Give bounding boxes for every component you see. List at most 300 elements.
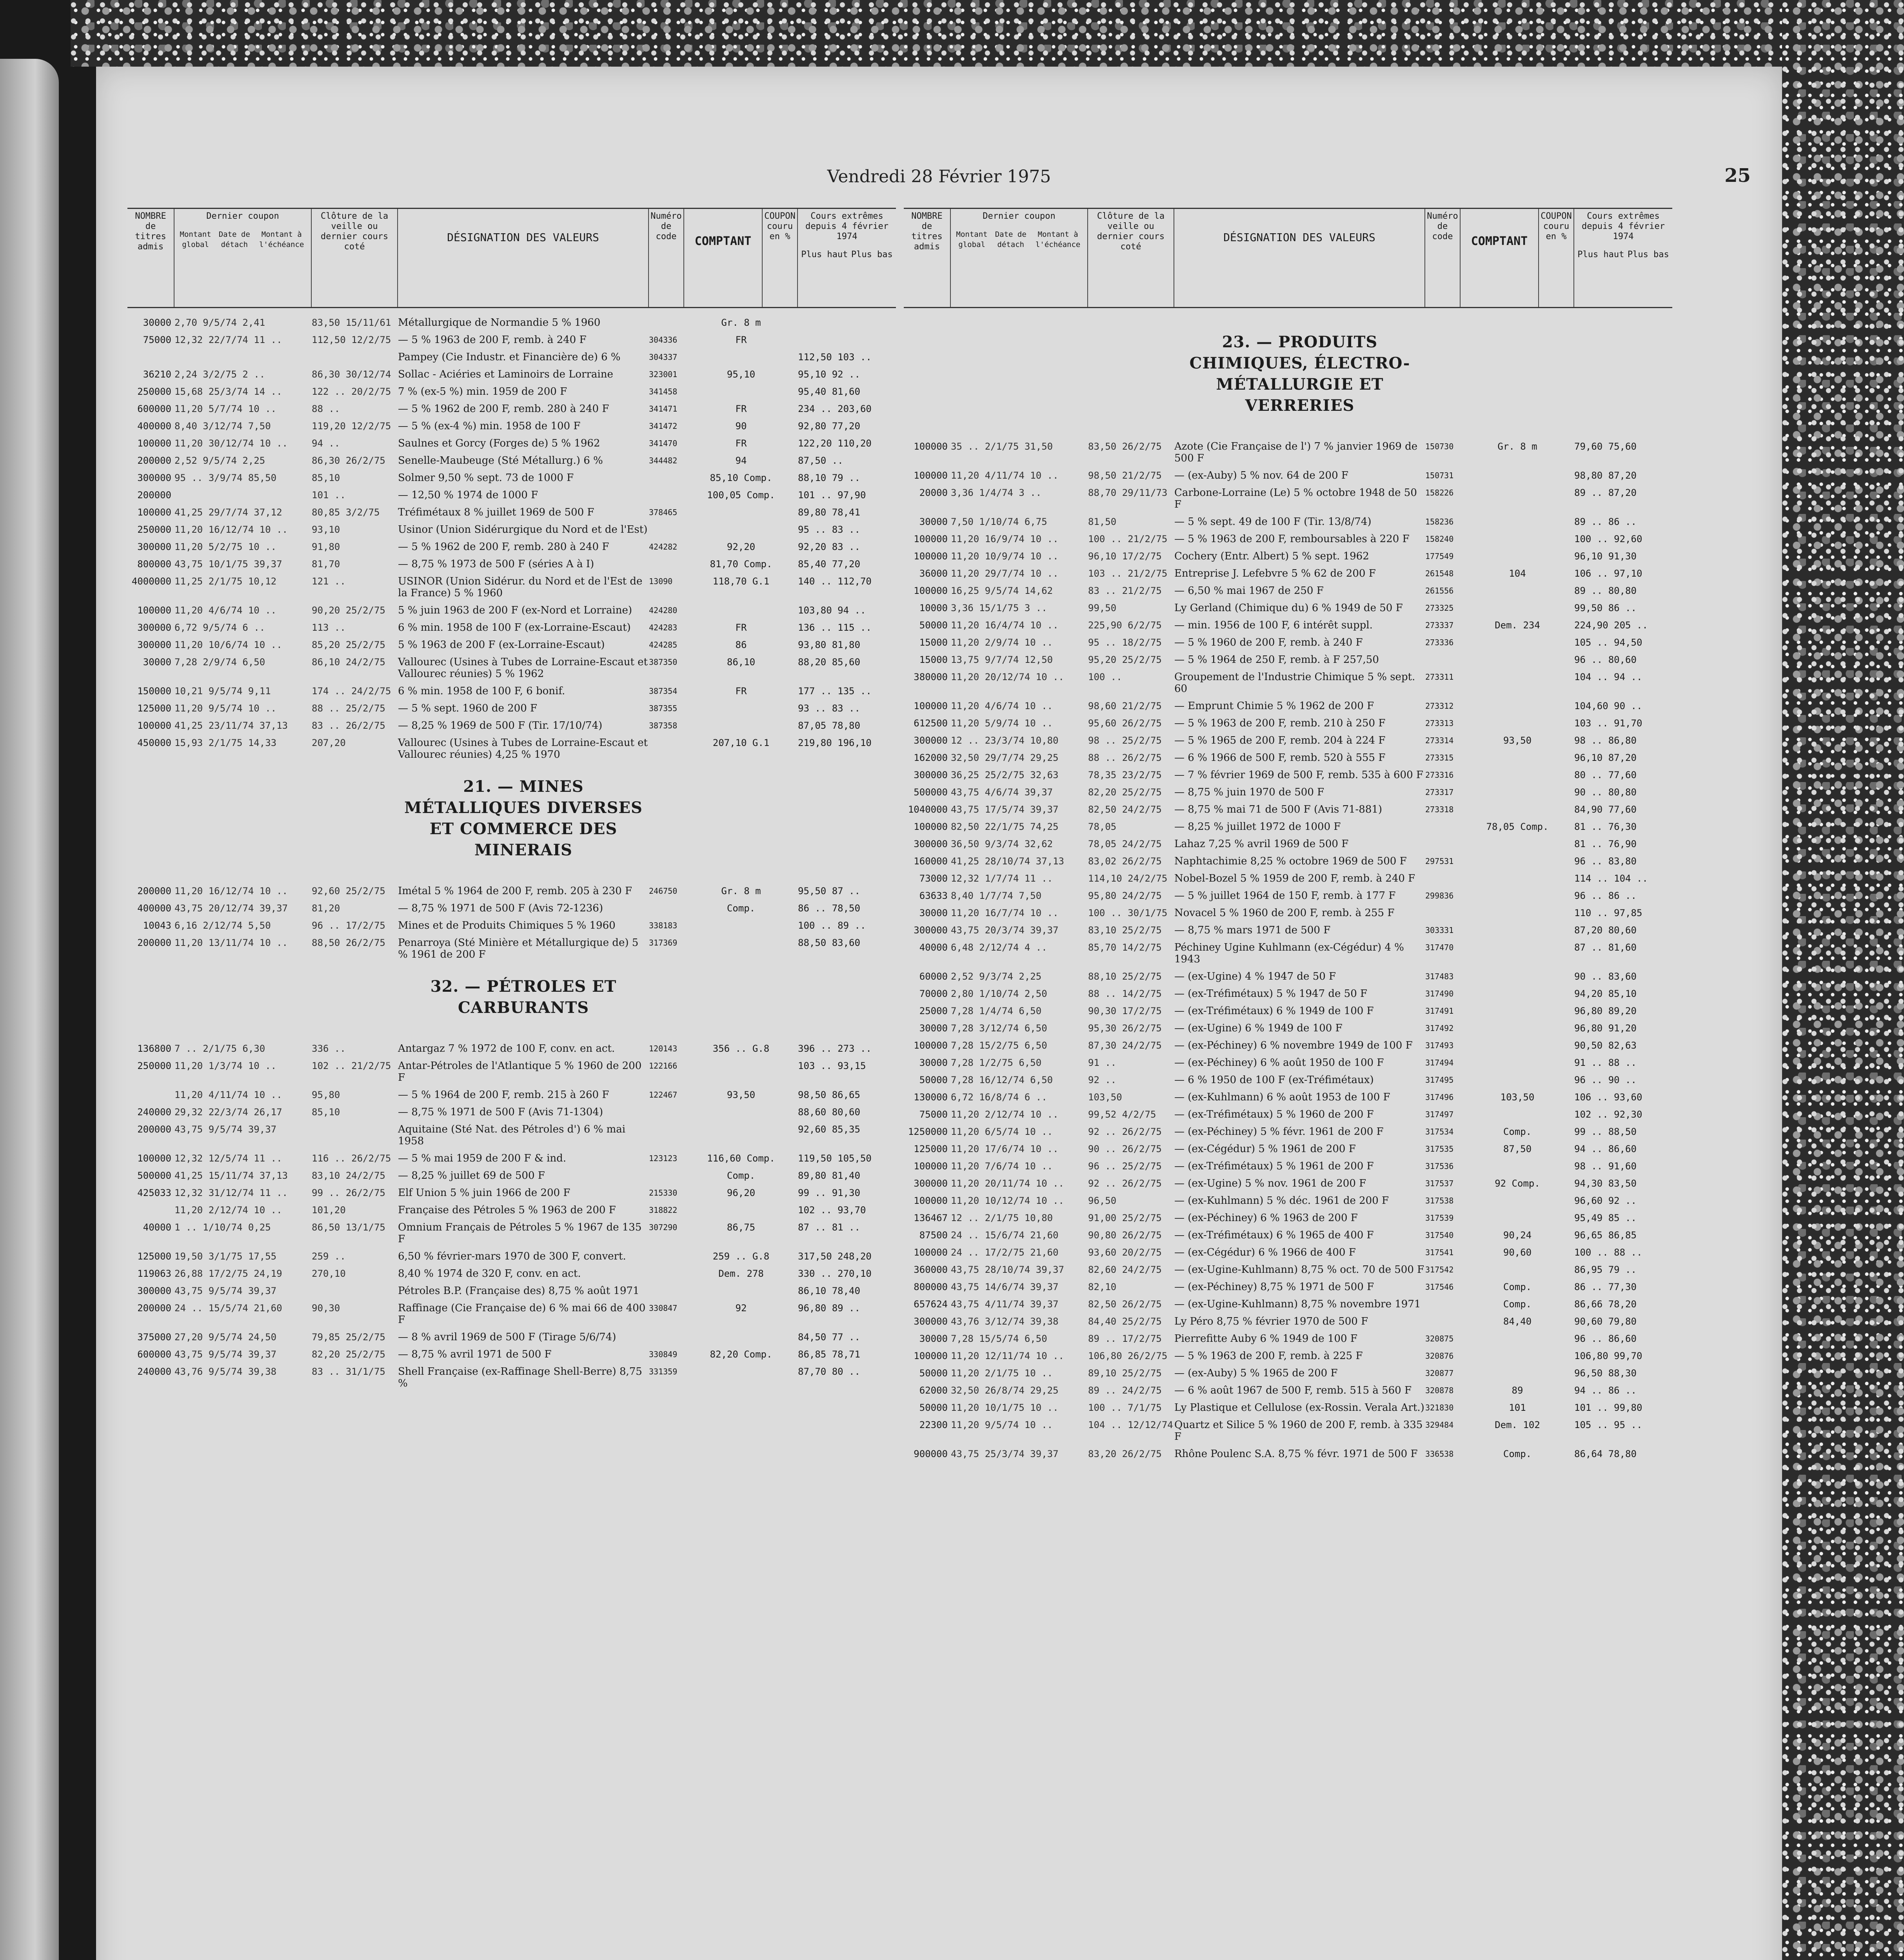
- cell-coupon: 12,32 1/7/74 11 ..: [951, 873, 1053, 884]
- cell-titres: 612500: [914, 718, 948, 729]
- section-title-petroles: 32. — PÉTROLES ET CARBURANTS: [430, 977, 617, 1017]
- table-row: [904, 1040, 1672, 1051]
- table-row: [127, 489, 896, 501]
- cell-comptant: 116,60 Comp.: [707, 1153, 775, 1164]
- cell-comptant: [1461, 907, 1574, 919]
- cell-code: [649, 902, 684, 914]
- cell-cloture: 91,00 25/2/75: [1088, 1212, 1162, 1223]
- cell-code: 323001: [649, 370, 678, 379]
- table-row: [127, 541, 896, 553]
- cell-designation: Entreprise J. Lefebvre 5 % 62 de 200 F: [1174, 568, 1376, 579]
- cell-titres: 200000: [137, 1303, 171, 1314]
- cell-designation: Carbone-Lorraine (Le) 5 % octobre 1948 de 50 F: [1174, 487, 1417, 510]
- cell-coupon: 43,76 9/5/74 39,38: [174, 1366, 277, 1377]
- cell-extremes: 79,60 75,60: [1574, 441, 1637, 452]
- cell-extremes: 94,30 83,50: [1574, 1178, 1637, 1189]
- cell-coupon: 7,50 1/10/74 6,75: [951, 516, 1047, 527]
- cell-code: 317369: [649, 938, 678, 947]
- cell-extremes: 95,40 81,60: [798, 386, 860, 397]
- cell-designation: Penarroya (Sté Minière et Métallurgique de) 5 % 1961 de 200 F: [398, 937, 639, 960]
- cell-code: 317492: [1425, 1024, 1454, 1033]
- cell-extremes: 90 .. 80,80: [1574, 787, 1637, 798]
- cell-extremes: 89 .. 80,80: [1574, 585, 1637, 596]
- cell-coupon: 41,25 29/7/74 37,12: [174, 507, 282, 518]
- header-titres: NOMBRE de titres admis: [904, 209, 951, 307]
- cell-comptant: 100,05 Comp.: [707, 490, 775, 501]
- cell-comptant: [684, 524, 798, 535]
- cell-titres: 800000: [137, 559, 171, 570]
- table-row: [127, 885, 896, 897]
- cell-cloture: 103,50: [1088, 1092, 1122, 1103]
- header-comptant: COMPTANT: [1461, 209, 1539, 307]
- cell-code: 317541: [1425, 1248, 1454, 1257]
- cell-cloture: 93,10: [312, 524, 340, 535]
- cell-code: 123123: [649, 1154, 678, 1163]
- cell-cloture: 83,20 26/2/75: [1088, 1448, 1162, 1459]
- cell-comptant: FR: [735, 403, 747, 414]
- table-row: [904, 804, 1672, 815]
- cell-designation: Pampey (Cie Industr. et Financière de) 6 %: [398, 351, 621, 363]
- cell-cloture: 89 .. 24/2/75: [1088, 1385, 1162, 1396]
- cell-code: 273318: [1425, 805, 1454, 814]
- cell-extremes: 104 .. 94 ..: [1574, 671, 1642, 682]
- cell-cloture: 85,10: [312, 472, 340, 483]
- table-row: [127, 1060, 896, 1083]
- cell-designation: Raffinage (Cie Française de) 6 % mai 66 de 400 F: [398, 1302, 646, 1326]
- cell-cloture: 270,10: [312, 1268, 346, 1279]
- header-montant-echeance: Montant à l'échéance: [259, 230, 304, 249]
- cell-cloture: 82,60 24/2/75: [1088, 1264, 1162, 1275]
- cell-code: 304336: [649, 335, 678, 345]
- cell-designation: Senelle-Maubeuge (Sté Métallurg.) 6 %: [398, 455, 603, 466]
- cell-comptant: [1461, 1109, 1574, 1120]
- header-coupon-title: Dernier coupon: [206, 211, 279, 221]
- cell-designation: Métallurgique de Normandie 5 % 1960: [398, 317, 601, 328]
- cell-comptant: [1461, 924, 1574, 936]
- cell-coupon: 11,20 2/9/74 10 ..: [951, 637, 1053, 648]
- cell-extremes: 87,50 ..: [798, 455, 843, 466]
- table-row: [127, 1285, 896, 1297]
- cell-cloture: 82,20 25/2/75: [1088, 787, 1162, 798]
- cell-cloture: 88 .. 14/2/75: [1088, 988, 1162, 999]
- cell-comptant: [684, 702, 798, 714]
- cell-code: 320875: [1425, 1334, 1454, 1343]
- header-plus-haut: Plus haut: [801, 250, 848, 260]
- cell-cloture: [312, 351, 398, 363]
- cell-titres: 20000: [919, 487, 948, 498]
- cell-code: 331359: [649, 1367, 678, 1376]
- cell-titres: 400000: [137, 421, 171, 432]
- cell-extremes: 106 .. 93,60: [1574, 1092, 1642, 1103]
- cell-designation: — (ex-Ugine) 6 % 1949 de 100 F: [1174, 1022, 1343, 1034]
- table-row: [127, 1089, 896, 1101]
- cell-titres: 100000: [914, 701, 948, 711]
- table-row: [127, 1106, 896, 1118]
- cell-extremes: [798, 334, 896, 346]
- cell-extremes: 87,20 80,60: [1574, 925, 1637, 936]
- cell-extremes: 119,50 105,50: [798, 1153, 872, 1164]
- cell-coupon: 8,40 1/7/74 7,50: [951, 890, 1042, 901]
- cell-designation: — (ex-Péchiney) 6 % août 1950 de 100 F: [1174, 1057, 1384, 1069]
- cell-extremes: 96 .. 90 ..: [1574, 1074, 1637, 1085]
- cell-comptant: 90,24: [1503, 1230, 1532, 1241]
- table-row: [904, 671, 1672, 695]
- cell-designation: — (ex-Kuhlmann) 6 % août 1953 de 100 F: [1174, 1091, 1390, 1103]
- cell-cloture: 81,50: [1088, 516, 1117, 527]
- cell-coupon: 43,75 9/5/74 39,37: [174, 1285, 277, 1296]
- cell-designation: Shell Française (ex-Raffinage Shell-Berre) 8,75 %: [398, 1366, 642, 1389]
- cell-comptant: 259 .. G.8: [712, 1251, 770, 1262]
- cell-designation: — (ex-Péchiney) 5 % févr. 1961 de 200 F: [1174, 1126, 1384, 1138]
- cell-code: [1425, 821, 1461, 833]
- cell-extremes: 86 .. 78,50: [798, 903, 860, 914]
- cell-coupon: 11,20 2/12/74 10 ..: [951, 1109, 1059, 1120]
- cell-titres: 60000: [919, 971, 948, 982]
- cell-coupon: 11,20 16/7/74 10 ..: [951, 907, 1059, 918]
- table-row: [904, 988, 1672, 1000]
- cell-cloture: 81,70: [312, 559, 340, 570]
- cell-comptant: Gr. 8 m: [1497, 441, 1537, 452]
- cell-titres: 800000: [914, 1281, 948, 1292]
- cell-code: 273312: [1425, 701, 1454, 711]
- cell-titres: 100000: [914, 470, 948, 481]
- table-row: [904, 1448, 1672, 1460]
- cell-designation: Antar-Pétroles de l'Atlantique 5 % 1960 de 200 F: [398, 1060, 642, 1083]
- cell-extremes: 122,20 110,20: [798, 438, 872, 449]
- cell-titres: 1250000: [908, 1126, 948, 1137]
- cell-comptant: 93,50: [727, 1089, 756, 1100]
- cell-coupon: 11,20 2/12/74 10 ..: [174, 1205, 282, 1216]
- table-row: [904, 654, 1672, 666]
- cell-extremes: 98,80 87,20: [1574, 470, 1637, 481]
- cell-titres: 1040000: [908, 804, 948, 815]
- cell-extremes: 99,50 86 ..: [1574, 603, 1637, 613]
- header-plus-haut: Plus haut: [1577, 250, 1624, 260]
- header-dernier-coupon: [174, 209, 312, 307]
- cell-cloture: 86,30 26/2/75: [312, 455, 385, 466]
- cell-coupon: 2,52 9/3/74 2,25: [951, 971, 1042, 982]
- ledger-page: [96, 67, 1782, 1960]
- cell-cloture: 122 .. 20/2/75: [312, 386, 391, 397]
- table-row: [127, 685, 896, 697]
- header-extremes-subcols: [799, 250, 894, 260]
- cell-designation: — 5 % sept. 49 de 100 F (Tir. 13/8/74): [1174, 516, 1372, 528]
- table-row: [127, 1123, 896, 1147]
- cell-coupon: 11,20 30/12/74 10 ..: [174, 438, 288, 449]
- cell-comptant: [1461, 654, 1574, 666]
- cell-cloture: 96,50: [1088, 1195, 1117, 1206]
- cell-comptant: [1461, 671, 1574, 695]
- cell-designation: — 5 % juillet 1964 de 150 F, remb. à 177 F: [1174, 890, 1396, 902]
- cell-coupon: 43,75 20/12/74 39,37: [174, 903, 288, 914]
- table-row: [904, 700, 1672, 712]
- cell-coupon: 6,72 16/8/74 6 ..: [951, 1092, 1047, 1103]
- cell-extremes: 105 .. 94,50: [1574, 637, 1642, 648]
- table-row: [904, 1195, 1672, 1207]
- table-row: [127, 1366, 896, 1389]
- cell-code: 307290: [649, 1223, 678, 1232]
- cell-coupon: 11,25 2/1/75 10,12: [174, 576, 277, 587]
- left-column-block: [127, 208, 896, 1960]
- cell-coupon: 12,32 22/7/74 11 ..: [174, 334, 282, 345]
- cell-code: 424280: [649, 606, 678, 615]
- cell-designation: 5 % 1963 de 200 F (ex-Lorraine-Escaut): [398, 639, 605, 651]
- cell-cloture: 113 ..: [312, 622, 346, 633]
- cell-titres: 30000: [919, 1023, 948, 1034]
- cell-cloture: 93,60 20/2/75: [1088, 1247, 1162, 1258]
- table-row: [904, 907, 1672, 919]
- cell-extremes: 88,20 85,60: [798, 657, 860, 668]
- cell-designation: — 8,75 % avril 1971 de 500 F: [398, 1348, 552, 1360]
- cell-cloture: 114,10 24/2/75: [1088, 873, 1168, 884]
- cell-designation: — (ex-Ugine) 4 % 1947 de 50 F: [1174, 971, 1336, 982]
- cell-extremes: 96,10 87,20: [1574, 752, 1637, 763]
- cell-cloture: 95,30 26/2/75: [1088, 1023, 1162, 1034]
- cell-cloture: 119,20 12/2/75: [312, 421, 391, 432]
- cell-extremes: 103 .. 91,70: [1574, 718, 1642, 729]
- cell-coupon: 11,20 16/12/74 10 ..: [174, 886, 288, 897]
- cell-cloture: 90,30 17/2/75: [1088, 1005, 1162, 1016]
- cell-designation: Sollac - Aciéries et Laminoirs de Lorraine: [398, 368, 613, 380]
- table-row: [127, 1204, 896, 1216]
- cell-coupon: 43,75 28/10/74 39,37: [951, 1264, 1064, 1275]
- cell-cloture: 83 .. 21/2/75: [1088, 585, 1162, 596]
- cell-designation: — 5 % 1965 de 200 F, remb. 204 à 224 F: [1174, 735, 1386, 746]
- cell-titres: 450000: [137, 737, 171, 748]
- cell-code: 341472: [649, 421, 678, 431]
- table-row: [904, 769, 1672, 781]
- cell-cloture: 101,20: [312, 1205, 346, 1216]
- cell-titres: 30000: [919, 907, 948, 918]
- cell-designation: — 8,25 % 1969 de 500 F (Tir. 17/10/74): [398, 720, 603, 731]
- cell-cloture: 112,50 12/2/75: [312, 334, 391, 345]
- cell-titres: 900000: [914, 1448, 948, 1459]
- cell-titres: 160000: [914, 856, 948, 867]
- table-row: [904, 533, 1672, 545]
- cell-extremes: 86,66 78,20: [1574, 1299, 1637, 1310]
- cell-code: 273337: [1425, 621, 1454, 630]
- cell-code: 122467: [649, 1090, 678, 1100]
- cell-coupon: 12 .. 2/1/75 10,80: [951, 1212, 1053, 1223]
- cell-designation: Azote (Cie Française de l') 7 % janvier 1969 de 500 F: [1174, 441, 1418, 464]
- header-date-detach: Date de détach: [218, 230, 250, 249]
- cell-designation: — 5 % 1962 de 200 F, remb. 280 à 240 F: [398, 541, 609, 553]
- cell-designation: — (ex-Ugine-Kuhlmann) 8,75 % oct. 70 de 500 F: [1174, 1264, 1424, 1276]
- cell-comptant: [1461, 1350, 1574, 1362]
- cell-code: 304337: [649, 352, 678, 362]
- cell-comptant: [1461, 1212, 1574, 1224]
- top-marbled-border: [71, 0, 1904, 67]
- cell-titres: 25000: [919, 1005, 948, 1016]
- cell-titres: 150000: [137, 686, 171, 697]
- cell-coupon: 11,20 10/12/74 10 ..: [951, 1195, 1064, 1206]
- cell-comptant: [684, 506, 798, 518]
- cell-extremes: 90,60 79,80: [1574, 1316, 1637, 1327]
- cell-code: [1425, 1298, 1461, 1310]
- table-row: [904, 487, 1672, 510]
- cell-code: 297531: [1425, 857, 1454, 866]
- cell-comptant: 89: [1512, 1385, 1523, 1396]
- cell-titres: 100000: [914, 1247, 948, 1258]
- cell-titres: [127, 1204, 174, 1216]
- table-row: [904, 855, 1672, 867]
- cell-titres: 136467: [914, 1212, 948, 1223]
- table-row: [127, 937, 896, 960]
- table-row: [127, 455, 896, 466]
- cell-titres: 200000: [137, 937, 171, 948]
- cell-titres: 50000: [919, 1074, 948, 1085]
- cell-extremes: 106 .. 97,10: [1574, 568, 1642, 579]
- cell-code: [649, 558, 684, 570]
- cell-designation: Saulnes et Gorcy (Forges de) 5 % 1962: [398, 437, 600, 449]
- cell-comptant: [1461, 1264, 1574, 1276]
- cell-coupon: 6,72 9/5/74 6 ..: [174, 622, 265, 633]
- table-row: [127, 368, 896, 380]
- cell-cloture: 84,40 25/2/75: [1088, 1316, 1162, 1327]
- cell-cloture: 92 ..: [1088, 1074, 1117, 1085]
- table-row: [904, 1109, 1672, 1120]
- cell-coupon: 3,36 1/4/74 3 ..: [951, 487, 1042, 498]
- cell-code: 273315: [1425, 753, 1454, 762]
- cell-extremes: 95,50 87 ..: [798, 886, 860, 897]
- cell-comptant: 85,10 Comp.: [710, 472, 772, 483]
- cell-comptant: [1461, 890, 1574, 902]
- cell-designation: — (ex-Ugine) 5 % nov. 1961 de 200 F: [1174, 1178, 1366, 1189]
- cell-code: 317534: [1425, 1127, 1454, 1136]
- cell-comptant: FR: [735, 438, 747, 449]
- header-coupon-subcols: [952, 229, 1086, 250]
- cell-extremes: 86 .. 77,30: [1574, 1281, 1637, 1292]
- cell-code: 120143: [649, 1044, 678, 1053]
- cell-coupon: 11,20 20/12/74 10 ..: [951, 671, 1064, 682]
- cell-coupon: 11,20 12/11/74 10 ..: [951, 1350, 1064, 1361]
- cell-titres: 300000: [914, 838, 948, 849]
- table-row: [127, 437, 896, 449]
- cell-coupon: 15,93 2/1/75 14,33: [174, 737, 277, 748]
- cell-designation: — 5 % 1963 de 200 F, remb. à 240 F: [398, 334, 587, 346]
- cell-extremes: 86,95 79 ..: [1574, 1264, 1637, 1275]
- cell-code: [649, 1123, 684, 1147]
- cell-extremes: 89,80 81,40: [798, 1170, 860, 1181]
- header-extremes-title: Cours extrêmes depuis 4 février 1974: [1582, 211, 1665, 241]
- table-row: [127, 702, 896, 714]
- cell-titres: 600000: [137, 1349, 171, 1360]
- cell-cloture: 90,80 26/2/75: [1088, 1230, 1162, 1241]
- cell-extremes: 96,65 86,85: [1574, 1230, 1637, 1241]
- cell-cloture: 336 ..: [312, 1043, 346, 1054]
- cell-comptant: Comp.: [1503, 1126, 1532, 1137]
- cell-extremes: 95,49 85 ..: [1574, 1212, 1637, 1223]
- table-row: [904, 1264, 1672, 1276]
- cell-comptant: [684, 1366, 798, 1389]
- cell-designation: — 6 % 1950 de 100 F (ex-Tréfimétaux): [1174, 1074, 1374, 1086]
- table-row: [127, 902, 896, 914]
- cell-coupon: 3,36 15/1/75 3 ..: [951, 603, 1047, 613]
- table-row: [904, 585, 1672, 597]
- table-row: [127, 1302, 896, 1326]
- cell-code: [649, 1268, 684, 1279]
- cell-titres: 50000: [919, 620, 948, 631]
- cell-code: 299836: [1425, 891, 1454, 900]
- cell-designation: — 8,75 % 1973 de 500 F (séries A à I): [398, 558, 594, 570]
- table-row: [904, 441, 1672, 464]
- cell-cloture: 82,50 26/2/75: [1088, 1299, 1162, 1310]
- cell-code: 317539: [1425, 1213, 1454, 1223]
- cell-cloture: 96 .. 25/2/75: [1088, 1161, 1162, 1172]
- cell-extremes: 136 .. 115 ..: [798, 622, 872, 633]
- cell-designation: — 6 % 1966 de 500 F, remb. 520 à 555 F: [1174, 752, 1386, 764]
- cell-extremes: 87,05 78,80: [798, 720, 860, 731]
- cell-code: 336538: [1425, 1449, 1454, 1459]
- cell-designation: Mines et de Produits Chimiques 5 % 1960: [398, 920, 616, 931]
- table-row: [904, 1247, 1672, 1258]
- cell-cloture: 92,60 25/2/75: [312, 886, 385, 897]
- cell-code: 320877: [1425, 1368, 1454, 1378]
- cell-designation: — 5 % 1964 de 250 F, remb. à F 257,50: [1174, 654, 1379, 666]
- cell-comptant: 78,05 Comp.: [1486, 821, 1549, 832]
- cell-cloture: 88,70 29/11/73: [1088, 487, 1168, 498]
- table-row: [904, 550, 1672, 562]
- cell-comptant: 118,70 G.1: [712, 576, 770, 587]
- cell-comptant: 356 .. G.8: [712, 1043, 770, 1054]
- cell-code: [649, 489, 684, 501]
- cell-coupon: [174, 489, 312, 501]
- cell-designation: Imétal 5 % 1964 de 200 F, remb. 205 à 230 F: [398, 885, 632, 897]
- header-dernier-coupon: [951, 209, 1088, 307]
- cell-code: 317491: [1425, 1006, 1454, 1016]
- cell-extremes: 96 .. 86,60: [1574, 1333, 1637, 1344]
- cell-cloture: 91 ..: [1088, 1057, 1117, 1068]
- cell-cloture: 85,70 14/2/75: [1088, 942, 1162, 953]
- cell-coupon: 7,28 15/5/74 6,50: [951, 1333, 1047, 1344]
- cell-titres: 400000: [137, 903, 171, 914]
- cell-cloture: 89,10 25/2/75: [1088, 1368, 1162, 1379]
- cell-extremes: 140 .. 112,70: [798, 576, 872, 587]
- cell-extremes: 96,80 89,20: [1574, 1005, 1637, 1016]
- header-coupon-subcols: [176, 229, 309, 250]
- cell-designation: USINOR (Union Sidérur. du Nord et de l'Est de la France) 5 % 1960: [398, 575, 643, 599]
- cell-titres: 200000: [137, 490, 171, 501]
- table-row: [127, 575, 896, 599]
- cell-comptant: Comp.: [727, 1170, 756, 1181]
- cell-code: 344482: [649, 456, 678, 465]
- cell-comptant: [684, 1106, 798, 1118]
- cell-code: 303331: [1425, 926, 1454, 935]
- table-row: [904, 1367, 1672, 1379]
- cell-extremes: 92,20 83 ..: [798, 541, 860, 552]
- cell-coupon: 11,20 7/6/74 10 ..: [951, 1161, 1053, 1172]
- cell-cloture: 88 .. 26/2/75: [1088, 752, 1162, 763]
- cell-code: [1425, 873, 1461, 884]
- cell-comptant: FR: [735, 686, 747, 697]
- cell-titres: 100000: [914, 1195, 948, 1206]
- cell-designation: — Emprunt Chimie 5 % 1962 de 200 F: [1174, 700, 1374, 712]
- cell-cloture: [312, 1285, 398, 1297]
- cell-code: 273325: [1425, 603, 1454, 613]
- cell-extremes: 96 .. 83,80: [1574, 856, 1637, 867]
- cell-titres: 500000: [914, 787, 948, 798]
- cell-code: 273317: [1425, 788, 1454, 797]
- cell-code: 261556: [1425, 586, 1454, 595]
- cell-cloture: 78,05 24/2/75: [1088, 838, 1162, 849]
- cell-coupon: 43,75 4/11/74 39,37: [951, 1299, 1059, 1310]
- cell-coupon: 11,20 10/9/74 10 ..: [951, 551, 1059, 562]
- table-row: [127, 506, 896, 518]
- cell-code: 329484: [1425, 1420, 1454, 1430]
- cell-comptant: [684, 386, 798, 397]
- cell-extremes: 99 .. 88,50: [1574, 1126, 1637, 1137]
- cell-designation: — (ex-Tréfimétaux) 6 % 1949 de 100 F: [1174, 1005, 1374, 1017]
